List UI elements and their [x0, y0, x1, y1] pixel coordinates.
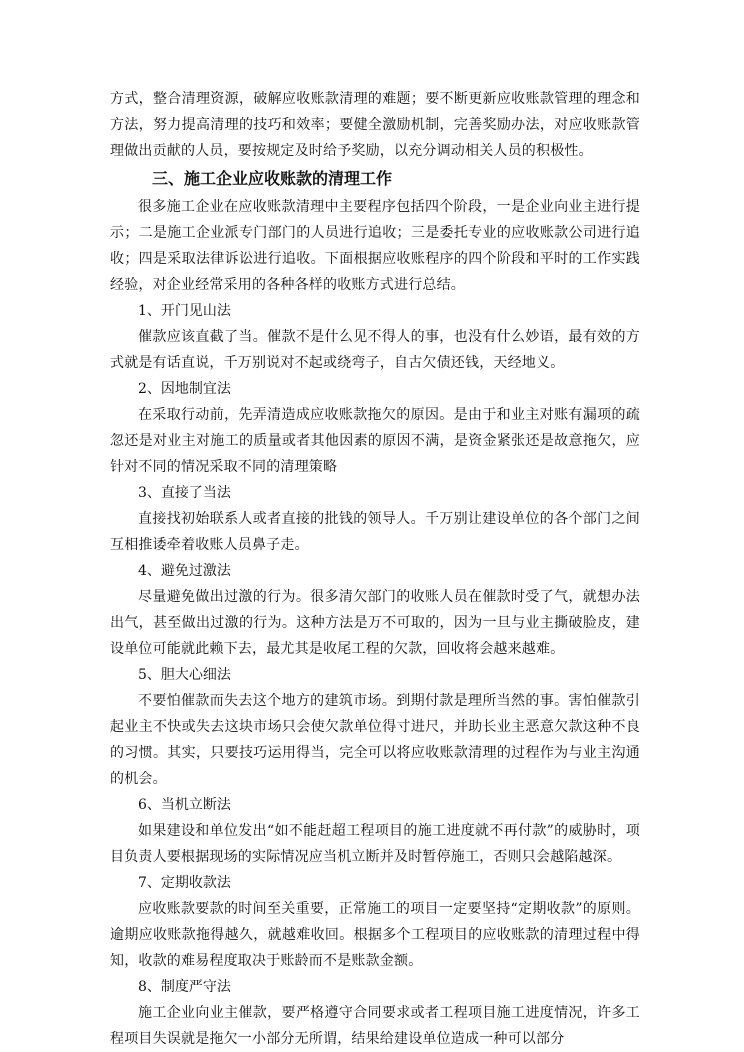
item-title-1: 1、开门见山法: [138, 303, 231, 319]
item-title-8: 8、制度严守法: [138, 979, 231, 995]
item-body-5: 不要怕催款而失去这个地方的建筑市场。到期付款是理所当然的事。害怕催款引起业主不快或失去这块市场只会使欠款单位得寸进尺，并助长业主恶意欠款这种不良的习惯。其实，只要技巧运用得当，完全可以将应收账款清理的过程作为与业主沟通的机会。: [110, 693, 640, 787]
item-body-7: 应收账款要款的时间至关重要，正常施工的项目一定要坚持“定期收款”的原则。逾期应收账款拖得越久，就越难收回。根据多个工程项目的应收账款的清理过程中得知，收款的难易程度取决于账龄而不是账款金额。: [110, 901, 640, 969]
item-body-6: 如果建设和单位发出“如不能赶超工程项目的施工进度就不再付款”的威胁时，项目负责人要根据现场的实际情况应当机立断并及时暂停施工，否则只会越陷越深。: [110, 823, 640, 865]
document-page: [110, 86, 640, 1052]
item-title-7: 7、定期收款法: [138, 875, 231, 891]
item-title-2: 2、因地制宜法: [138, 381, 231, 397]
item-title-6: 6、当机立断法: [138, 797, 231, 813]
item-body-8: 施工企业向业主催款，要严格遵守合同要求或者工程项目施工进度情况，许多工程项目失误就是拖欠一小部分无所谓，结果给建设单位造成一种可以部分: [110, 1005, 640, 1047]
intro-continuation-paragraph: 方式，整合清理资源，破解应收账款清理的难题；要不断更新应收账款管理的理念和方法，努力提高清理的技巧和效率；要健全激励机制，完善奖励办法，对应收账款管理做出贡献的人员，要按规定及时给予奖励，以充分调动相关人员的积极性。: [110, 91, 640, 159]
item-title-4: 4、避免过激法: [138, 563, 231, 579]
item-body-1: 催款应该直截了当。催款不是什么见不得人的事，也没有什么妙语，最有效的方式就是有话直说，千万别说对不起或绕弯子，自古欠债还钱，天经地义。: [110, 329, 640, 371]
item-title-5: 5、胆大心细法: [138, 667, 231, 683]
item-body-2: 在采取行动前，先弄清造成应收账款拖欠的原因。是由于和业主对账有漏项的疏忽还是对业主对施工的质量或者其他因素的原因不满，是资金紧张还是故意拖欠，应针对不同的情况采取不同的清理策略: [110, 407, 640, 475]
item-body-4: 尽量避免做出过激的行为。很多清欠部门的收账人员在催款时受了气，就想办法出气，甚至做出过激的行为。这种方法是万不可取的，因为一旦与业主撕破脸皮，建设单位可能就此赖下去，最尤其是收尾工程的欠款，回收将会越来越难。: [110, 589, 640, 657]
section-heading: 三、施工企业应收账款的清理工作: [152, 169, 393, 188]
section-intro-paragraph: 很多施工企业在应收账款清理中主要程序包括四个阶段，一是企业向业主进行提示；二是施工企业派专门部门的人员进行追收；三是委托专业的应收账款公司进行追收；四是采取法律诉讼进行追收。下面根据应收账程序的四个阶段和平时的工作实践经验，对企业经常采用的各种各样的收账方式进行总结。: [110, 199, 640, 293]
item-title-3: 3、直接了当法: [138, 485, 231, 501]
item-body-3: 直接找初始联系人或者直接的批钱的领导人。千万别让建设单位的各个部门之间互相推诿牵着收账人员鼻子走。: [110, 511, 640, 553]
